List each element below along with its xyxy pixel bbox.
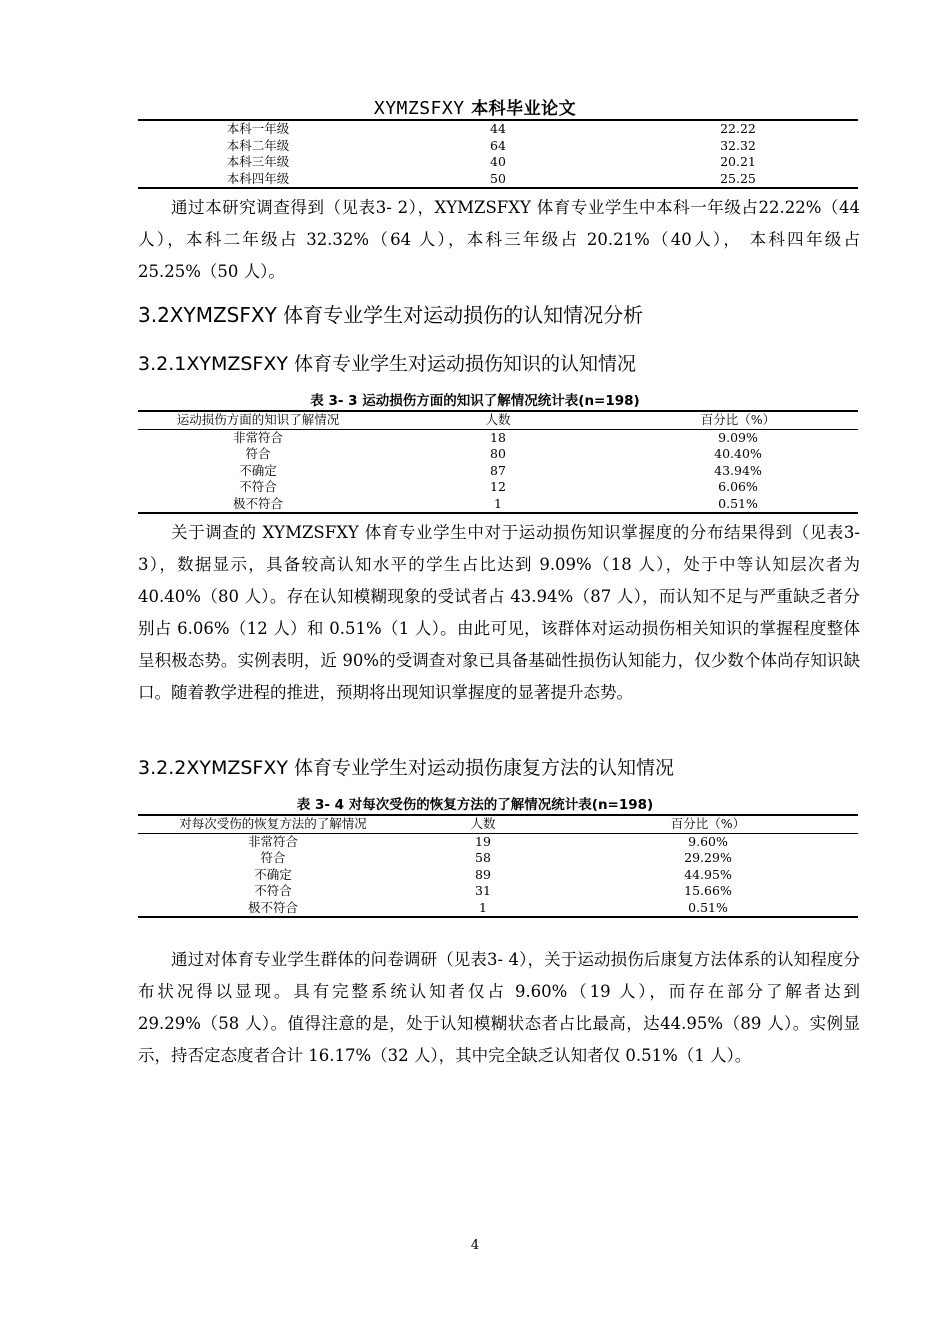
section-heading-3-2-1: 3.2.1XYMZSFXY 体育专业学生对运动损伤知识的认知情况 — [138, 353, 637, 375]
table-cell: 不确定 — [239, 462, 277, 478]
table-cell: 87 — [490, 462, 506, 478]
table-cell: 12 — [490, 479, 506, 494]
table-cell: 非常符合 — [247, 833, 298, 849]
table-cell: 80 — [490, 446, 506, 461]
table-cell: 31 — [475, 883, 491, 898]
table-cell: 本科三年级 — [226, 154, 290, 169]
table-cell: 本科四年级 — [226, 170, 290, 186]
table-cell: 58 — [475, 850, 491, 865]
section-heading-3-2: 3.2XYMZSFXY 体育专业学生对运动损伤的认知情况分析 — [138, 303, 644, 327]
table-cell: 0.51% — [718, 495, 758, 511]
table-cell: 1 — [479, 899, 487, 915]
column-header: 百分比（%） — [558, 815, 858, 833]
table-row — [138, 138, 858, 155]
table-cell: 43.94% — [714, 462, 762, 478]
table-cell: 64 — [490, 137, 506, 153]
table-header-row — [138, 411, 858, 429]
table-cell: 符合 — [260, 850, 286, 865]
table-cell: 非常符合 — [232, 429, 283, 445]
table-row — [138, 429, 858, 446]
table-header-row — [138, 815, 858, 833]
table-cell: 20.21 — [720, 154, 756, 169]
table-cell: 不符合 — [254, 883, 292, 898]
table-cell: 22.22 — [720, 121, 756, 136]
table-3-3-caption: 表 3- 3 运动损伤方面的知识了解情况统计表(n=198) — [310, 393, 640, 409]
column-header: 对每次受伤的恢复方法的了解情况 — [138, 815, 408, 833]
table-row — [138, 900, 858, 918]
table-cell: 40 — [490, 154, 506, 169]
column-header: 百分比（%） — [618, 411, 858, 429]
header-title-latin: XYMZSFXY — [373, 98, 465, 119]
table-cell: 44.95% — [684, 866, 732, 882]
header-title-cn: 本科毕业论文 — [471, 99, 577, 119]
table-cell: 符合 — [245, 446, 271, 461]
table-3-2 — [138, 119, 858, 189]
table-row — [138, 867, 858, 884]
table-cell: 18 — [490, 429, 506, 445]
table-row — [138, 463, 858, 480]
header-title — [0, 94, 950, 119]
table-row — [138, 446, 858, 463]
table-row — [138, 120, 858, 138]
table-row — [138, 479, 858, 496]
table-cell: 本科二年级 — [226, 137, 290, 153]
column-header: 运动损伤方面的知识了解情况 — [138, 411, 378, 429]
table-cell: 不确定 — [254, 866, 292, 882]
table-cell: 本科一年级 — [226, 121, 290, 136]
table-row — [138, 850, 858, 867]
table-cell: 9.09% — [718, 429, 758, 445]
table-cell: 0.51% — [688, 899, 728, 915]
column-header: 人数 — [408, 815, 558, 833]
table-row — [138, 171, 858, 189]
paragraph-3: 通过对体育专业学生群体的问卷调研（见表3- 4），关于运动损伤后康复方法体系的认知程度分布状况得以显现。具有完整系统认知者仅占 9.60%（19 人），而存在部分了解者达到 29.29%（58 人）。值得注意的是，处于认知模糊状态者占比最高，达44.95%（89 人）。实例显示，持否定态度者合计 16.17%（32 人），其中完全缺乏认知者仅 0.51%（1 人）。 — [138, 950, 860, 1065]
table-row — [138, 833, 858, 850]
table-cell: 1 — [494, 495, 502, 511]
table-cell: 9.60% — [688, 833, 728, 849]
table-3-4-caption: 表 3- 4 对每次受伤的恢复方法的了解情况统计表(n=198) — [296, 797, 654, 813]
table-cell: 50 — [490, 170, 506, 186]
table-cell: 极不符合 — [232, 495, 283, 511]
table-cell: 89 — [475, 866, 491, 882]
table-cell: 40.40% — [714, 446, 762, 461]
column-header: 人数 — [378, 411, 618, 429]
table-row — [138, 496, 858, 514]
table-cell: 29.29% — [684, 850, 732, 865]
table-cell: 32.32 — [720, 137, 756, 153]
paragraph-1: 通过本研究调查得到（见表3- 2），XYMZSFXY 体育专业学生中本科一年级占22.22%（44 人），本科二年级占 32.32%（64 人），本科三年级占 20.21%（40人）， 本科四年级占 25.25%（50 人）。 — [138, 198, 860, 281]
table-row — [138, 883, 858, 900]
paragraph-2: 关于调查的 XYMZSFXY 体育专业学生中对于运动损伤知识掌握度的分布结果得到（见表3- 3），数据显示，具备较高认知水平的学生占比达到 9.09%（18 人），处于中等认知层次者为 40.40%（80 人）。存在认知模糊现象的受试者占 43.94%（87 人），而认知不足与严重缺乏者分别占 6.06%（12 人）和 0.51%（1 人）。由此可见，该群体对运动损伤相关知识的掌握程度整体呈积极态势。实例表明，近 90%的受调查对象已具备基础性损伤认知能力，仅少数个体尚存知识缺口。随着教学进程的推进，预期将出现知识掌握度的显著提升态势。 — [138, 523, 860, 702]
table-cell: 44 — [490, 121, 506, 136]
table-3-3 — [138, 410, 858, 514]
table-3-4 — [138, 814, 858, 918]
table-cell: 15.66% — [684, 883, 732, 898]
table-cell: 6.06% — [718, 479, 758, 494]
table-cell: 极不符合 — [247, 899, 298, 915]
page-number: 4 — [470, 1238, 480, 1253]
table-row — [138, 154, 858, 171]
section-heading-3-2-2: 3.2.2XYMZSFXY 体育专业学生对运动损伤康复方法的认知情况 — [138, 757, 675, 779]
table-cell: 19 — [475, 833, 491, 849]
table-cell: 25.25 — [720, 170, 756, 186]
table-cell: 不符合 — [239, 479, 277, 494]
